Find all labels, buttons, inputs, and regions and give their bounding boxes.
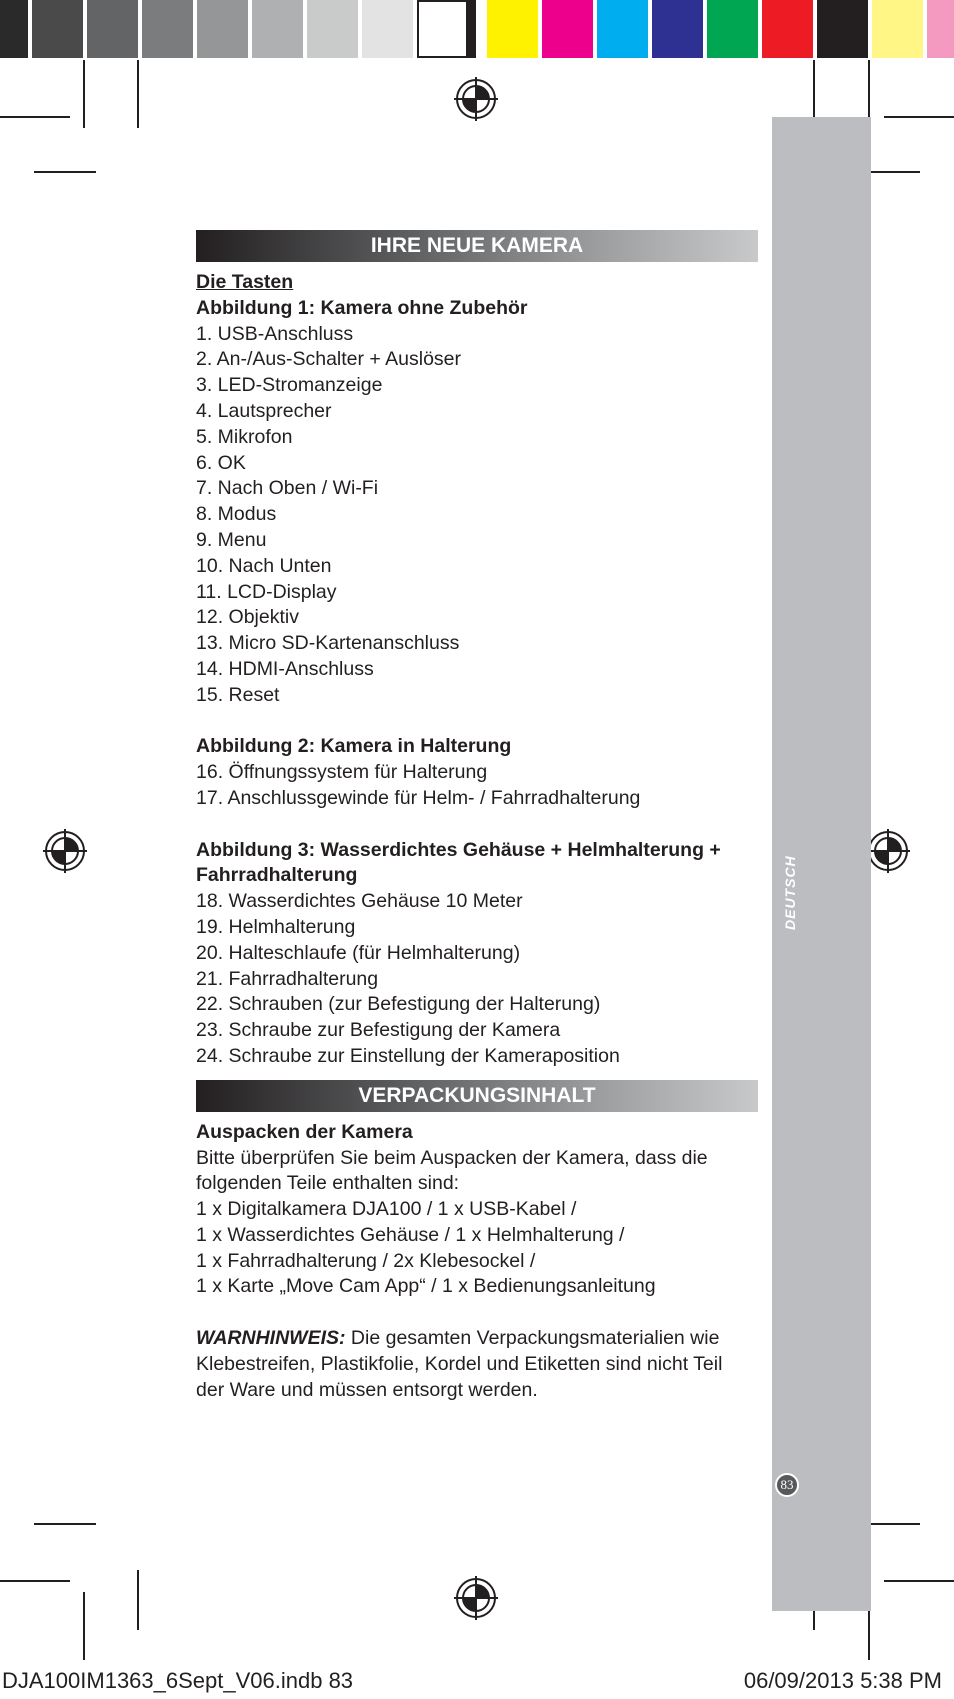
- gray-swatch: [0, 0, 32, 58]
- list-item: 4. Lautsprecher: [196, 399, 332, 422]
- list-item: 16. Öffnungssystem für Halterung: [196, 761, 488, 784]
- list-item: 23. Schraube zur Befestigung der Kamera: [196, 1019, 561, 1042]
- page-number: 83: [775, 1473, 799, 1497]
- list-item: 2. An-/Aus-Schalter + Auslöser: [196, 348, 462, 371]
- crop-mark: [34, 1523, 96, 1525]
- registration-mark-icon: [866, 829, 910, 873]
- crop-mark: [0, 1580, 70, 1582]
- registration-mark-icon: [454, 1576, 498, 1620]
- crop-mark: [0, 116, 70, 118]
- crop-mark: [884, 1580, 954, 1582]
- registration-mark-icon: [454, 77, 498, 121]
- warning-paragraph: [196, 1326, 758, 1403]
- color-swatch: [707, 0, 762, 58]
- list-item: 11. LCD-Display: [196, 580, 337, 603]
- color-swatch: [542, 0, 597, 58]
- language-label: DEUTSCH: [782, 855, 798, 930]
- list-item: 19. Helmhalterung: [196, 915, 356, 938]
- package-contents-list: [196, 1197, 758, 1300]
- list-item: 1. USB-Anschluss: [196, 322, 354, 345]
- crop-mark: [83, 1592, 85, 1660]
- list-item: 18. Wasserdichtes Gehäuse 10 Meter: [196, 890, 523, 913]
- section-heading-package: VERPACKUNGSINHALT: [196, 1080, 758, 1112]
- list-item: 21. Fahrradhalterung: [196, 967, 379, 990]
- list-item: 6. OK: [196, 451, 246, 474]
- list-item: 24. Schraube zur Einstellung der Kameraposition: [196, 1044, 620, 1067]
- unpacking-heading: Auspacken der Kamera: [196, 1120, 413, 1143]
- crop-mark: [137, 1570, 139, 1630]
- list-item: 8. Modus: [196, 503, 277, 526]
- figure3-list: [196, 889, 758, 1070]
- list-item: 20. Halteschlaufe (für Helmhalterung): [196, 941, 521, 964]
- figure3-heading-cont: Fahrradhalterung: [196, 864, 358, 887]
- list-item: 13. Micro SD-Kartenanschluss: [196, 632, 460, 655]
- intro-text: Bitte überprüfen Sie beim Auspacken der Kamera, dass die: [196, 1146, 708, 1169]
- color-swatch: [652, 0, 707, 58]
- gray-swatch: [142, 0, 197, 58]
- gray-swatch: [362, 0, 417, 58]
- date-slug: 06/09/2013 5:38 PM: [743, 1668, 942, 1693]
- list-item: 1 x Karte „Move Cam App“ / 1 x Bedienungsanleitung: [196, 1275, 656, 1298]
- list-item: 22. Schrauben (zur Befestigung der Halterung): [196, 993, 601, 1016]
- gray-swatch: [417, 0, 472, 58]
- list-item: 17. Anschlussgewinde für Helm- / Fahrradhalterung: [196, 786, 641, 809]
- subheading-buttons: Die Tasten: [196, 271, 294, 293]
- color-swatch: [872, 0, 927, 58]
- warning-text: Klebestreifen, Plastikfolie, Kordel und Etiketten sind nicht Teil: [196, 1352, 723, 1375]
- warning-text: der Ware und müssen entsorgt werden.: [196, 1378, 538, 1401]
- color-swatch: [817, 0, 872, 58]
- swatch-separator: [466, 0, 480, 58]
- list-item: 12. Objektiv: [196, 606, 299, 629]
- gray-swatch: [87, 0, 142, 58]
- crop-mark: [83, 60, 85, 128]
- section-heading-camera: IHRE NEUE KAMERA: [196, 230, 758, 262]
- color-swatch: [927, 0, 954, 58]
- gray-swatch: [252, 0, 307, 58]
- figure1-list: [196, 322, 758, 709]
- color-swatch: [762, 0, 817, 58]
- registration-mark-icon: [43, 829, 87, 873]
- gray-swatch: [197, 0, 252, 58]
- list-item: 15. Reset: [196, 683, 280, 706]
- figure1-heading: Abbildung 1: Kamera ohne Zubehör: [196, 296, 528, 319]
- gray-swatch: [32, 0, 87, 58]
- list-item: 14. HDMI-Anschluss: [196, 657, 374, 680]
- list-item: 1 x Wasserdichtes Gehäuse / 1 x Helmhalterung /: [196, 1223, 625, 1246]
- gray-swatch: [307, 0, 362, 58]
- main-content: [196, 230, 758, 1403]
- figure2-heading: Abbildung 2: Kamera in Halterung: [196, 735, 512, 758]
- color-swatch: [597, 0, 652, 58]
- crop-mark: [884, 116, 954, 118]
- warning-text: Die gesamten Verpackungsmaterialien wie: [345, 1327, 720, 1350]
- crop-mark: [34, 171, 96, 173]
- file-slug: DJA100IM1363_6Sept_V06.indb 83: [2, 1668, 354, 1693]
- intro-text: folgenden Teile enthalten sind:: [196, 1172, 460, 1195]
- crop-mark: [137, 60, 139, 128]
- list-item: 10. Nach Unten: [196, 554, 332, 577]
- color-swatch: [487, 0, 542, 58]
- list-item: 3. LED-Stromanzeige: [196, 374, 383, 397]
- list-item: 5. Mikrofon: [196, 425, 293, 448]
- figure2-list: [196, 760, 758, 812]
- list-item: 9. Menu: [196, 528, 267, 551]
- list-item: 1 x Fahrradhalterung / 2x Klebesockel /: [196, 1249, 536, 1272]
- list-item: 1 x Digitalkamera DJA100 / 1 x USB-Kabel /: [196, 1198, 577, 1221]
- list-item: 7. Nach Oben / Wi-Fi: [196, 477, 379, 500]
- figure3-heading: Abbildung 3: Wasserdichtes Gehäuse + Helmhalterung +: [196, 838, 721, 861]
- color-calibration-bar: [0, 0, 954, 58]
- warning-label: WARNHINWEIS:: [196, 1327, 346, 1350]
